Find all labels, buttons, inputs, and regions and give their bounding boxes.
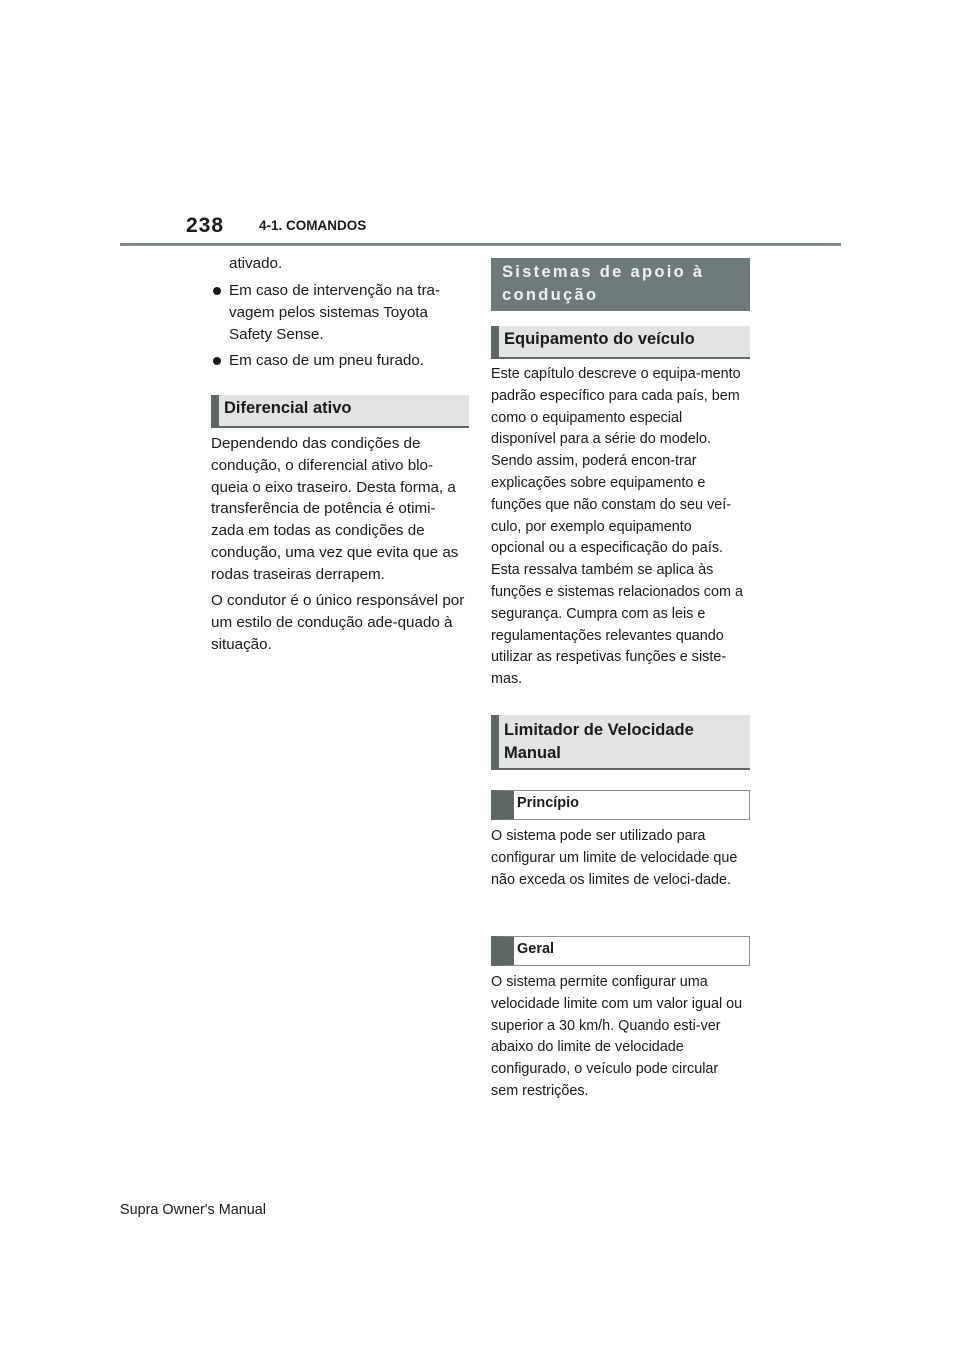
paragraph-principio: O sistema pode ser utilizado para configurar um limite de velocidade que não exceda os limites de veloci-dade. (491, 828, 738, 888)
heading-sistemas-apoio: Sistemas de apoio à condução (491, 258, 750, 311)
section-label: 4-1. COMANDOS (259, 218, 367, 233)
paragraph-equipamento: Este capítulo descreve o equipa-mento padrão específico para cada país, bem como o equipamento especial disponível para a série do modelo. Sendo assim, poderá encon-trar explicações sobre equipamento e funções que não constam do seu veí-culo, por exemplo equipamento opcional ou a especificação do país. Esta ressalva também se aplica às funções e sistemas relacionados com a segurança. Cumpra com as leis e regulamentações relevantes quando utilizar as respetivas funções e siste-mas. (491, 366, 743, 688)
bullet-item: Em caso de intervenção na tra-vagem pelos sistemas Toyota Safety Sense. (211, 280, 473, 345)
heading-principio: Princípio (491, 790, 750, 820)
heading-limitador-velocidade: Limitador de Velocidade Manual (491, 715, 750, 770)
paragraph-condutor: O condutor é o único responsável por um estilo de condução ade-quado à situação. (211, 592, 465, 653)
bullet-item: Em caso de um pneu furado. (211, 350, 473, 372)
heading-equipamento-veiculo: Equipamento do veículo (491, 326, 750, 359)
continuation-text: ativado. (229, 255, 283, 272)
paragraph-geral: O sistema permite configurar uma velocidade limite com um valor igual ou superior a 30 km/h. Quando esti-ver abaixo do limite de velocidade configurado, o veículo pode circular sem restrições. (491, 974, 743, 1099)
heading-diferencial-ativo: Diferencial ativo (211, 395, 469, 428)
footer-manual-title: Supra Owner's Manual (120, 1202, 266, 1218)
page-number: 238 (186, 214, 225, 237)
paragraph-diferencial: Dependendo das condições de condução, o diferencial ativo blo-queia o eixo traseiro. Desta forma, a transferência de potência é otimi-zada em todas as condições de condução, uma vez que evita que as rodas traseiras derrapem. (211, 435, 459, 583)
header-rule (120, 243, 841, 246)
heading-geral: Geral (491, 936, 750, 966)
